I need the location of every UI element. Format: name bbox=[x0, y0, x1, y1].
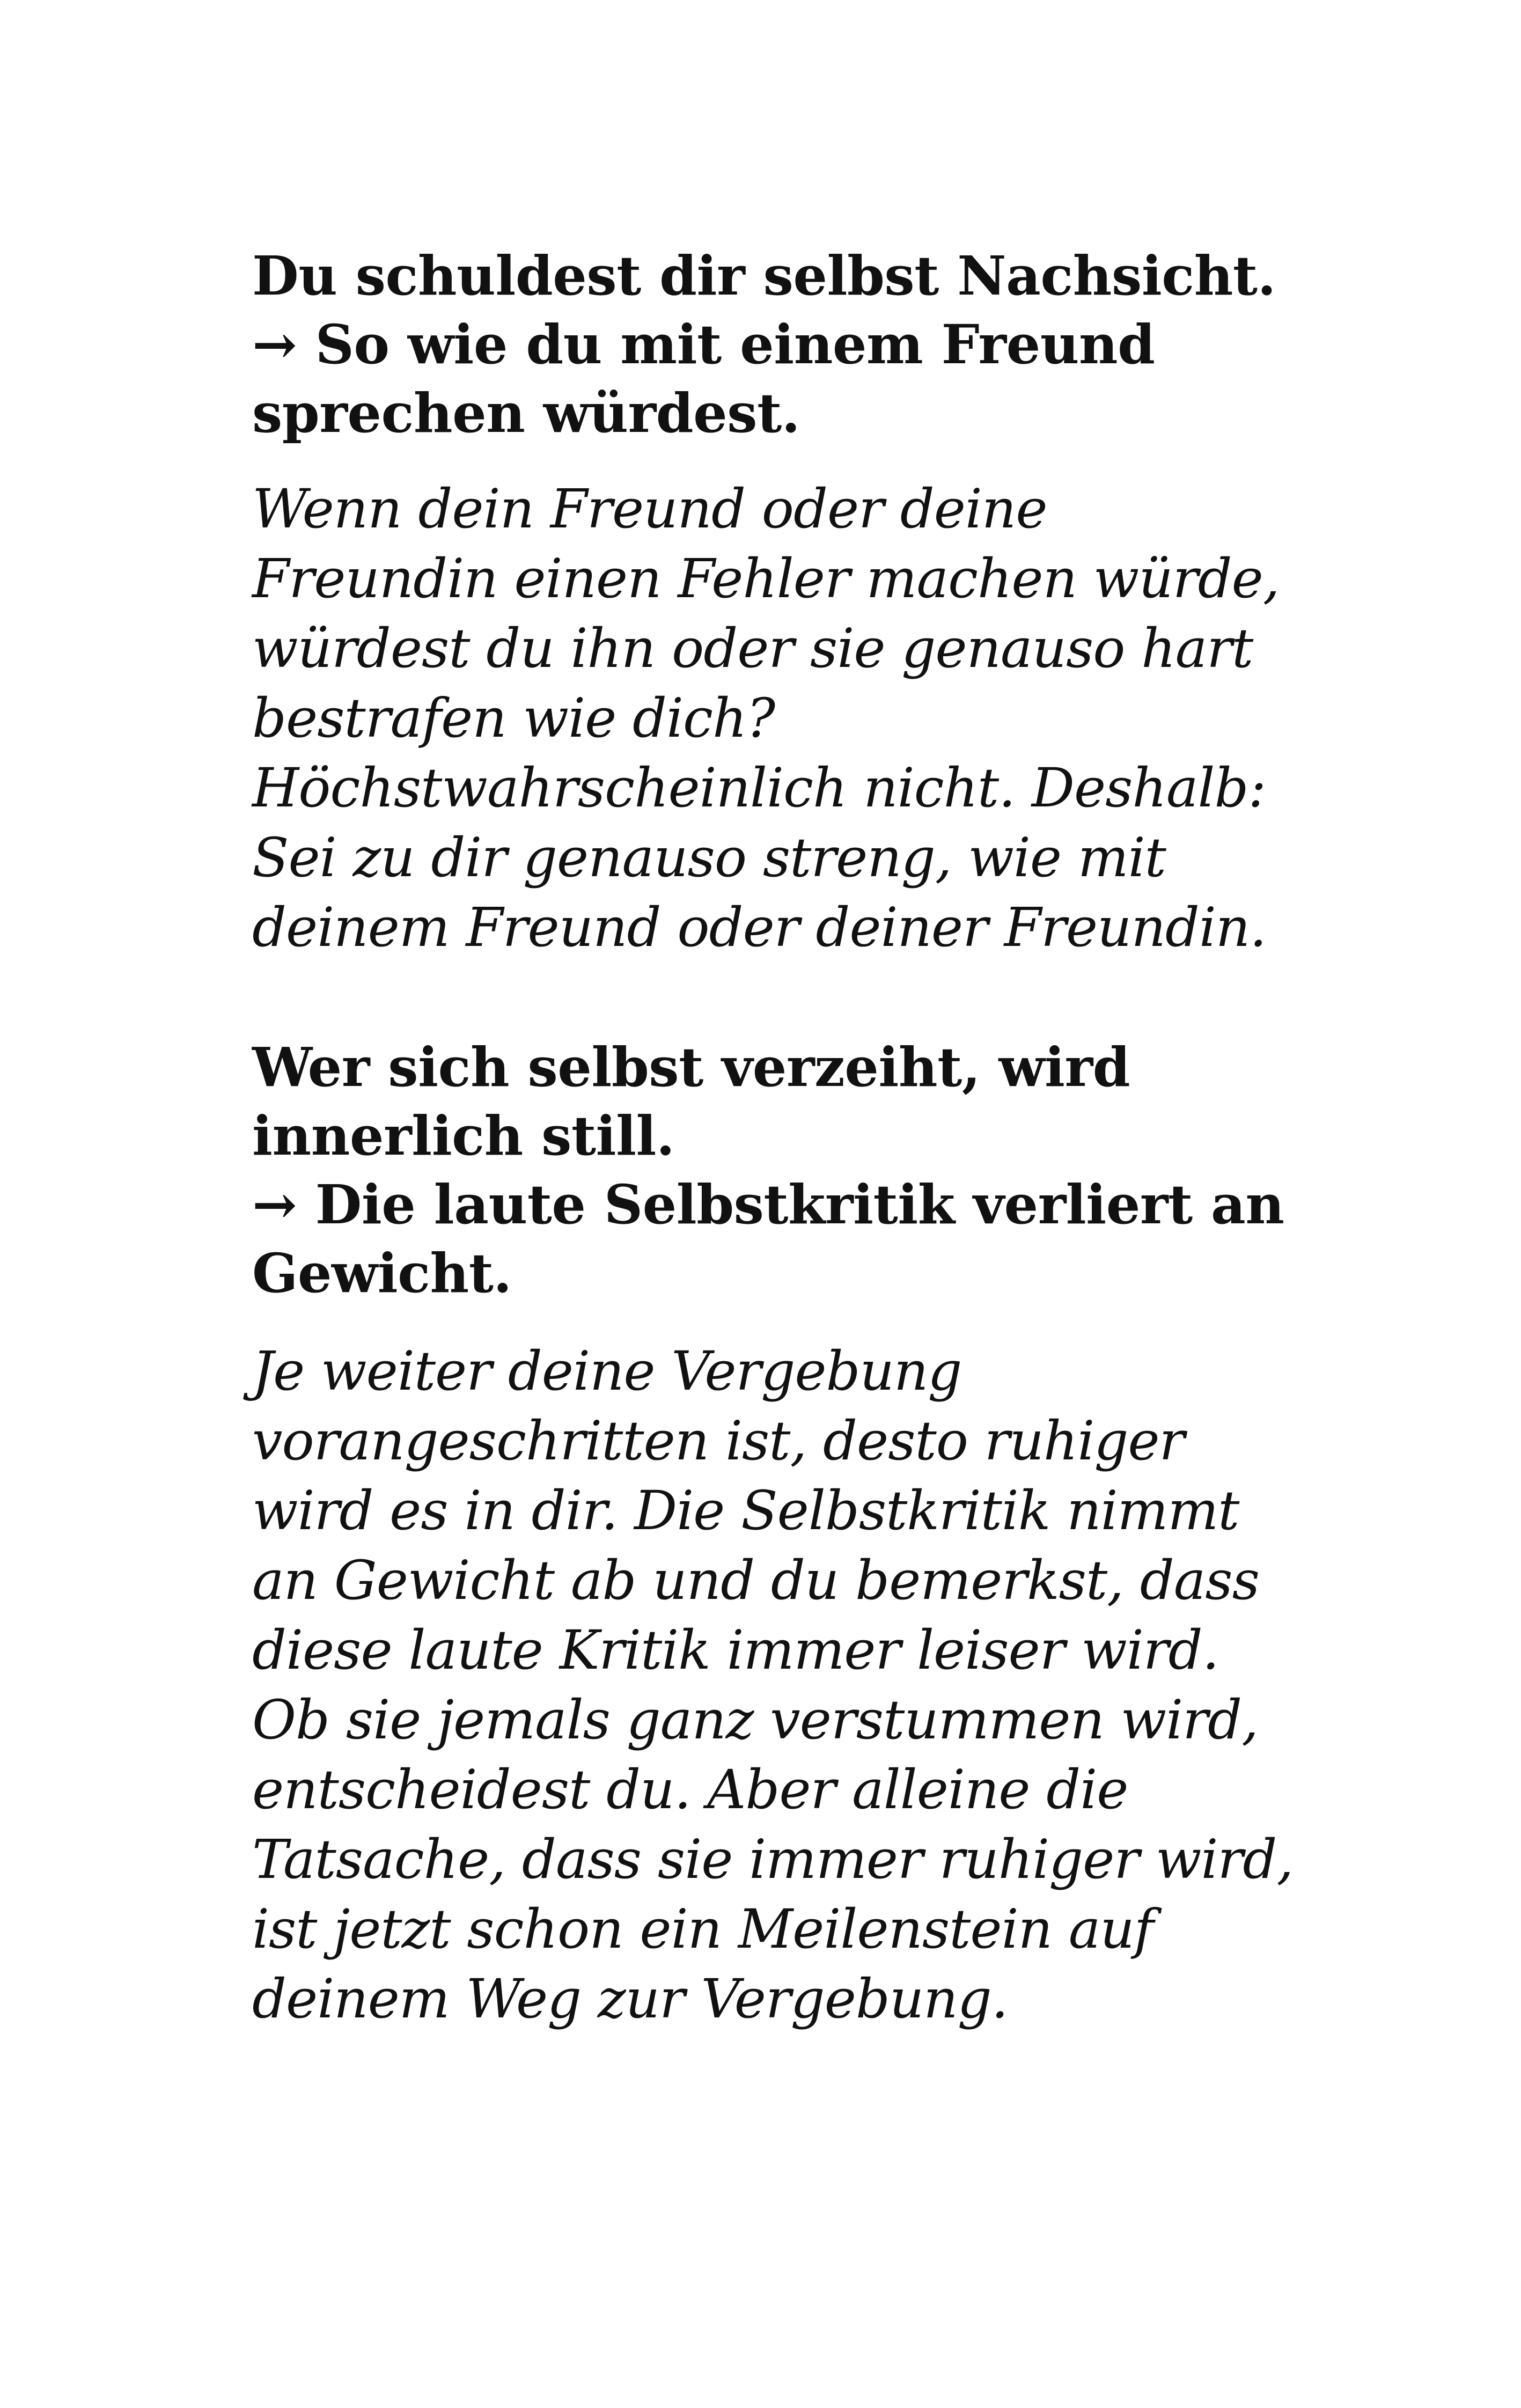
section-body: Je weiter deine Vergebung vorangeschritten ist, desto ruhiger wird es in dir. Die Selbstkritik nimmt an Gewicht ab und du bemerkst, dass diese laute Kritik immer leiser wird. Ob sie jemals ganz verstummen wird, entscheidest du. Aber alleine die Tatsache, dass sie immer ruhiger wird, ist jetzt schon ein Meilenstein auf deinem Weg zur Vergebung. bbox=[252, 1340, 1294, 2030]
text-section bbox=[252, 1033, 1298, 2034]
heading-statement: Wer sich selbst verzeiht, wird innerlich still. bbox=[252, 1036, 1130, 1168]
section-heading bbox=[252, 241, 1298, 447]
section-body: Wenn dein Freund oder deine Freundin einen Fehler machen würde, würdest du ihn oder sie genauso hart bestrafen wie dich? Höchstwahrscheinlich nicht. Deshalb: Sei zu dir genauso streng, wie mit deinem Freund oder deiner Freundin. bbox=[252, 478, 1280, 959]
heading-explanation: → So wie du mit einem Freund sprechen würdest. bbox=[252, 313, 1155, 445]
text-section bbox=[252, 241, 1298, 963]
section-heading bbox=[252, 1033, 1298, 1308]
heading-statement: Du schuldest dir selbst Nachsicht. bbox=[252, 244, 1276, 307]
heading-explanation: → Die laute Selbstkritik verliert an Gewicht. bbox=[252, 1173, 1284, 1305]
